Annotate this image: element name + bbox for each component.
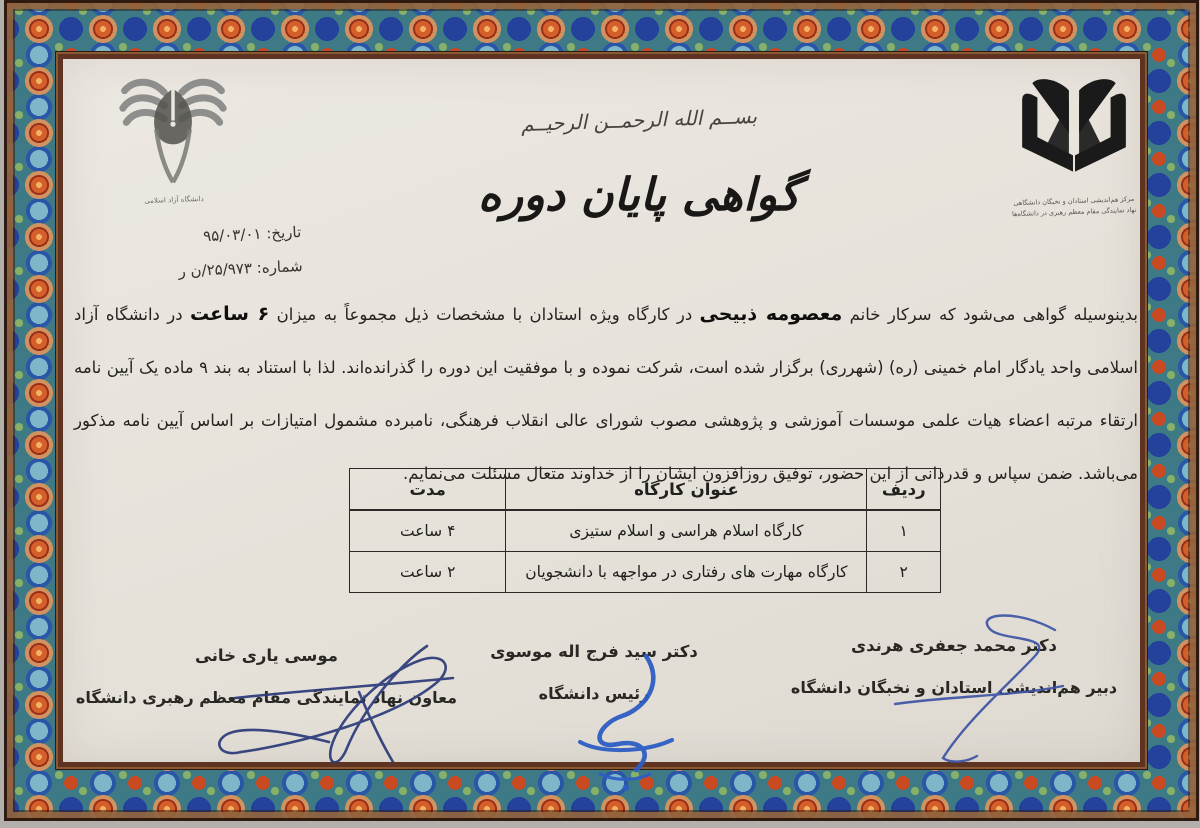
number-value: ۲۵/۹۷۳/ن ر — [178, 259, 253, 281]
header-workshop-title: عنوان کارگاه — [506, 469, 867, 511]
cell-row-number: ۱ — [867, 510, 941, 552]
cell-workshop-title: کارگاه اسلام هراسی و اسلام ستیزی — [506, 510, 867, 552]
table-row — [350, 552, 941, 593]
signature-block-secretary — [764, 634, 1144, 700]
cell-duration: ۴ ساعت — [350, 510, 506, 552]
open-book-logo-icon — [1006, 70, 1142, 192]
signer-title: معاون نهاد نمایندگی مقام معظم رهبری دانشگاه — [75, 688, 458, 707]
signer-name: موسی یاری خانی — [195, 646, 338, 665]
azad-logo-caption: دانشگاه آزاد اسلامی — [144, 194, 204, 206]
book-logo-caption-line1: مرکز هم‌اندیشی استادان و نخبگان دانشگاهی — [1013, 194, 1135, 208]
signer-name: دکتر محمد جعفری هرندی — [850, 636, 1058, 655]
certificate-meta — [69, 215, 304, 293]
signature-block-deputy — [74, 644, 459, 710]
cell-row-number: ۲ — [867, 552, 941, 593]
table-header-row — [350, 469, 941, 511]
signer-title: رئیس دانشگاه — [538, 684, 650, 703]
total-hours: ۶ ساعت — [189, 303, 270, 325]
signer-name: دکتر سید فرج اله موسوی — [490, 642, 698, 661]
bismillah-calligraphy: بســم الله الرحمــن الرحیــم — [520, 103, 758, 137]
signer-title: دبیر هم‌اندیشی استادان و نخبگان دانشگاه — [790, 678, 1118, 697]
body-segment: در دانشگاه آزاد اسلامی واحد یادگار امام خمینی (ره) (شهرری) برگزار شده است، شرکت نموده و با موفقیت این دوره را گذرانده‌اند. لذا با استناد به بند ۹ ماده یک آیین نامه ارتقاء مرتبه اعضاء هیات علمی موسسات آموزشی و پژوهشی مصوب شورای عالی انقلاب فرهنگی، نامبرده مشمول امتیازات بر اساس آیین نامه مذکور می‌باشد. ضمن سپاس و قدردانی از این حضور، توفیق روزافزون ایشان را از خداوند متعال مسئلت می‌نمایم. — [74, 305, 1138, 483]
workshops-table — [349, 468, 941, 593]
recipient-name: معصومه ذبیحی — [699, 303, 843, 325]
number-label: شماره: — [256, 256, 304, 277]
body-segment: بدینوسیله گواهی می‌شود که سرکار خانم — [842, 305, 1139, 324]
certificate — [4, 0, 1199, 821]
header-duration: مدت — [350, 469, 506, 511]
cell-workshop-title: کارگاه مهارت های رفتاری در مواجهه با دانشجویان — [506, 552, 867, 593]
signature-block-president — [434, 640, 754, 706]
date-value: ۹۵/۰۳/۰۱ — [202, 224, 262, 246]
certificate-title: گواهی پایان دوره — [477, 168, 801, 221]
table-row — [350, 510, 941, 552]
book-logo-caption-line2: نهاد نمایندگی مقام معظم رهبری در دانشگاه‌ها — [1011, 205, 1137, 219]
header-row-number: ردیف — [867, 469, 941, 511]
body-segment: در کارگاه ویژه استادان با مشخصات ذیل مجموعاً به میزان — [269, 305, 700, 324]
azad-university-logo-icon — [107, 66, 239, 198]
cell-duration: ۲ ساعت — [350, 552, 506, 593]
date-label: تاریخ: — [265, 222, 302, 243]
